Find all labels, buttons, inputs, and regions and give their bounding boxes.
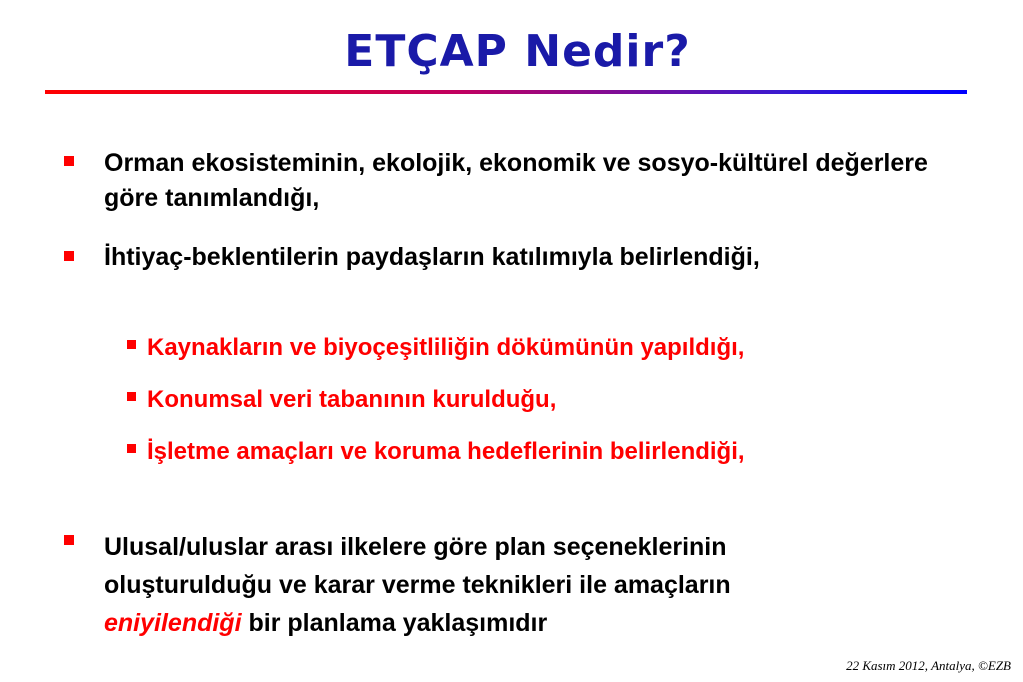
bullet-marker — [64, 251, 74, 261]
bullet-text-3-line-1: Ulusal/uluslar arası ilkelere göre plan seçeneklerinin — [104, 533, 727, 561]
bullet-text-3 — [104, 528, 984, 642]
sub-bullet-text-1: Kaynakların ve biyoçeşitliliğin dökümünün yapıldığı, — [147, 334, 745, 361]
sub-bullet-text-2: Konumsal veri tabanının kurulduğu, — [147, 386, 557, 413]
emphasis-word: eniyilendiği — [104, 609, 242, 637]
slide-footer: 22 Kasım 2012, Antalya, ©EZB — [846, 658, 1011, 673]
bullet-text-1: Orman ekosisteminin, ekolojik, ekonomik ve sosyo-kültürel değerlere göre tanımlandığı, — [104, 149, 928, 212]
sub-bullet-text-3: İşletme amaçları ve koruma hedeflerinin belirlendiği, — [147, 438, 745, 465]
title-divider — [45, 90, 967, 94]
sub-bullet-marker — [127, 392, 136, 401]
bullet-text-3-line-3 — [104, 604, 984, 642]
sub-bullet-marker — [127, 340, 136, 349]
bullet-text-3-tail: bir planlama yaklaşımıdır — [241, 609, 548, 637]
slide-title: ETÇAP Nedir? — [344, 26, 691, 77]
sub-bullet-marker — [127, 444, 136, 453]
bullet-marker — [64, 156, 74, 166]
bullet-marker — [64, 535, 74, 545]
bullet-text-2: İhtiyaç-beklentilerin paydaşların katılımıyla belirlendiği, — [104, 243, 760, 271]
bullet-text-3-line-2: oluşturulduğu ve karar verme teknikleri ile amaçların — [104, 571, 731, 599]
